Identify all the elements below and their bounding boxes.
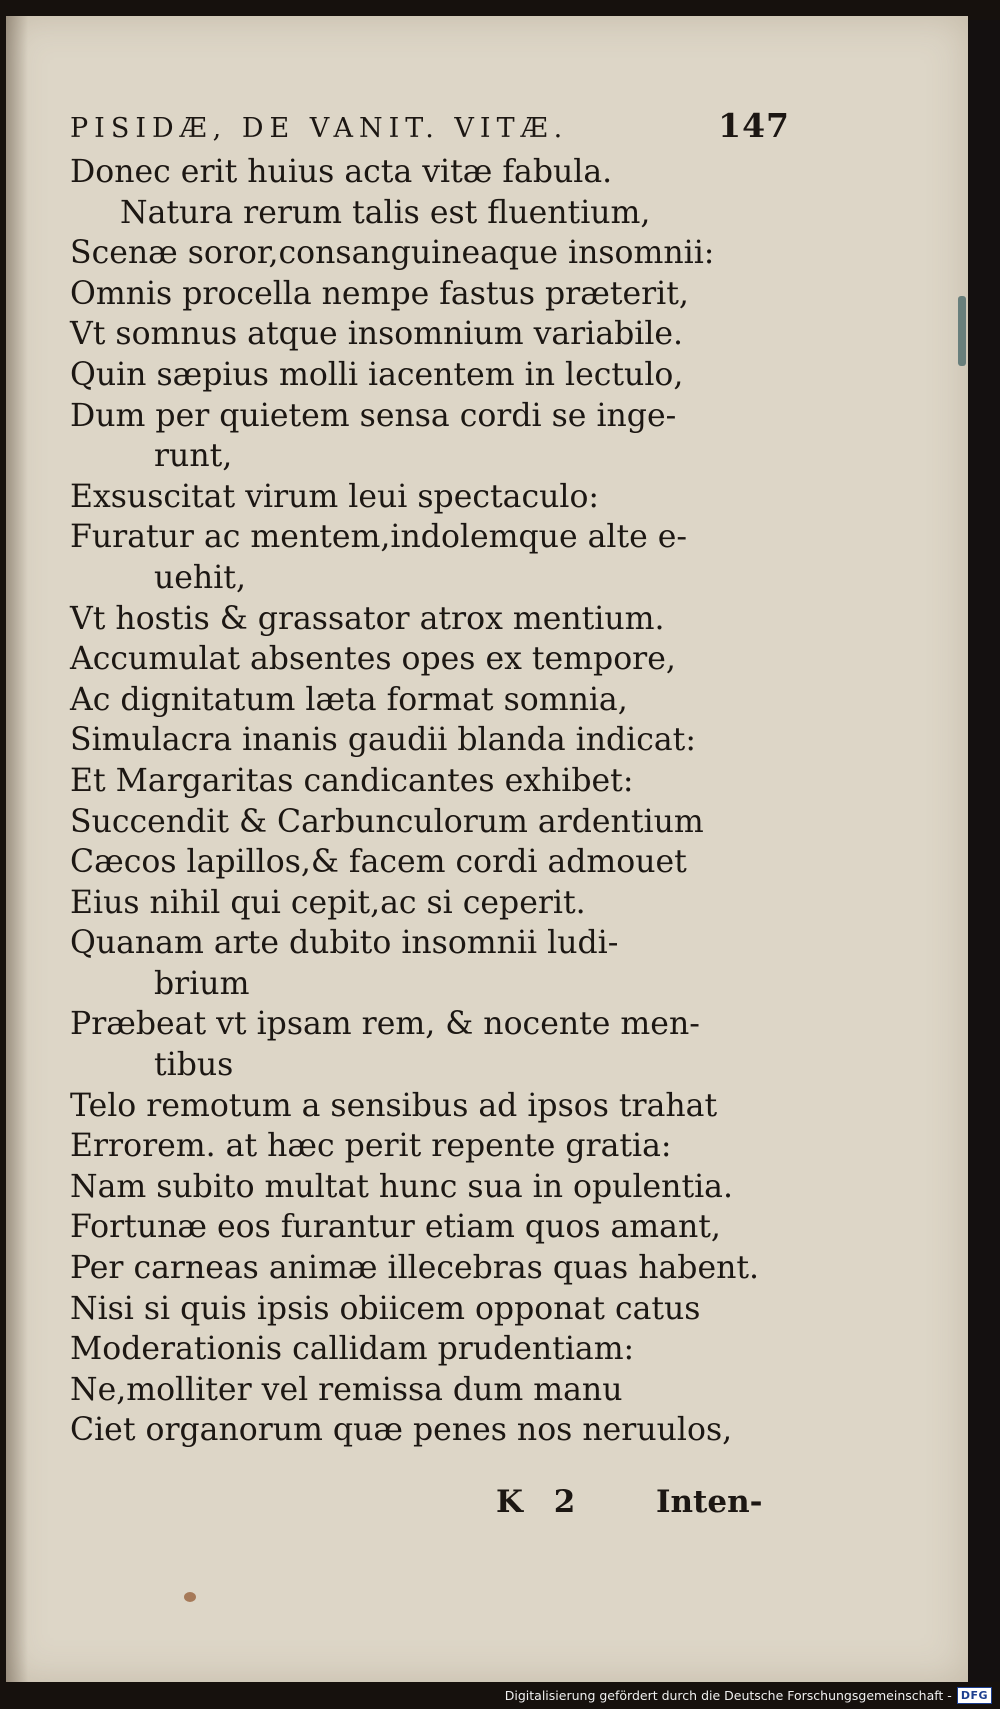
signature-mark: K 2: [496, 1484, 586, 1520]
verse-line: Errorem. at hæc perit repente gratia:: [70, 1128, 672, 1165]
page-number: 147: [718, 106, 790, 145]
verse-line: Fortunæ eos furantur etiam quos amant,: [70, 1209, 721, 1246]
verse-line: Vt somnus atque insomnium variabile.: [70, 316, 684, 353]
dfg-logo: DFG: [957, 1687, 992, 1704]
verse-line: uehit,: [154, 559, 246, 596]
verse-line: Nisi si quis ipsis obiicem opponat catus: [70, 1290, 701, 1327]
verse-line: Ciet organorum quæ penes nos neruulos,: [70, 1412, 733, 1449]
verse-line: runt,: [154, 438, 233, 475]
verse-line: Succendit & Carbunculorum ardentium: [70, 803, 704, 840]
edge-tab-mark: [958, 296, 966, 366]
verse-line: Per carneas animæ illecebras quas habent.: [70, 1250, 760, 1287]
verse-line: Quanam arte dubito insomnii ludi-: [70, 925, 619, 962]
verse-line: Telo remotum a sensibus ad ipsos trahat: [70, 1087, 718, 1124]
book-page: [6, 16, 968, 1682]
funding-text: Digitalisierung gefördert durch die Deutsche Forschungsgemeinschaft -: [504, 1688, 952, 1703]
verse-line: brium: [154, 965, 250, 1002]
verse-line: Et Margaritas candicantes exhibet:: [70, 762, 634, 799]
verse-line: Cæcos lapillos,& facem cordi admouet: [70, 844, 687, 881]
verse-text: [70, 152, 890, 1451]
verse-line: Moderationis callidam prudentiam:: [70, 1331, 635, 1368]
running-title: PISIDÆ, DE VANIT. VITÆ.: [70, 113, 569, 144]
verse-line: Exsuscitat virum leui spectaculo:: [70, 478, 600, 515]
verse-line: Accumulat absentes opes ex tempore,: [70, 641, 676, 678]
running-head: [70, 106, 790, 145]
verse-line: Natura rerum talis est fluentium,: [120, 194, 651, 231]
page-footer: [496, 1484, 796, 1520]
funding-bar: [0, 1682, 1000, 1709]
verse-line: tibus: [154, 1047, 234, 1084]
page-gutter-shadow: [6, 16, 28, 1682]
verse-line: Vt hostis & grassator atrox mentium.: [70, 600, 665, 637]
verse-line: Ac dignitatum læta format somnia,: [70, 681, 628, 718]
verse-line: Quin sæpius molli iacentem in lectulo,: [70, 356, 684, 393]
verse-line: Simulacra inanis gaudii blanda indicat:: [70, 722, 696, 759]
verse-line: Donec erit huius acta vitæ fabula.: [70, 154, 613, 190]
verse-line: Ne,molliter vel remissa dum manu: [70, 1371, 623, 1408]
catchword: Inten-: [656, 1484, 763, 1520]
verse-line: Scenæ soror,consanguineaque insomnii:: [70, 235, 715, 272]
verse-line: Furatur ac mentem,indolemque alte e-: [70, 519, 688, 556]
scan-edge: [968, 20, 1000, 1682]
paper-stain: [184, 1592, 196, 1602]
verse-line: Omnis procella nempe fastus præterit,: [70, 275, 689, 312]
verse-line: Nam subito multat hunc sua in opulentia.: [70, 1168, 733, 1205]
verse-line: Præbeat vt ipsam rem, & nocente men-: [70, 1006, 700, 1043]
verse-line: Dum per quietem sensa cordi se inge-: [70, 397, 677, 434]
verse-line: Eius nihil qui cepit,ac si ceperit.: [70, 884, 586, 921]
